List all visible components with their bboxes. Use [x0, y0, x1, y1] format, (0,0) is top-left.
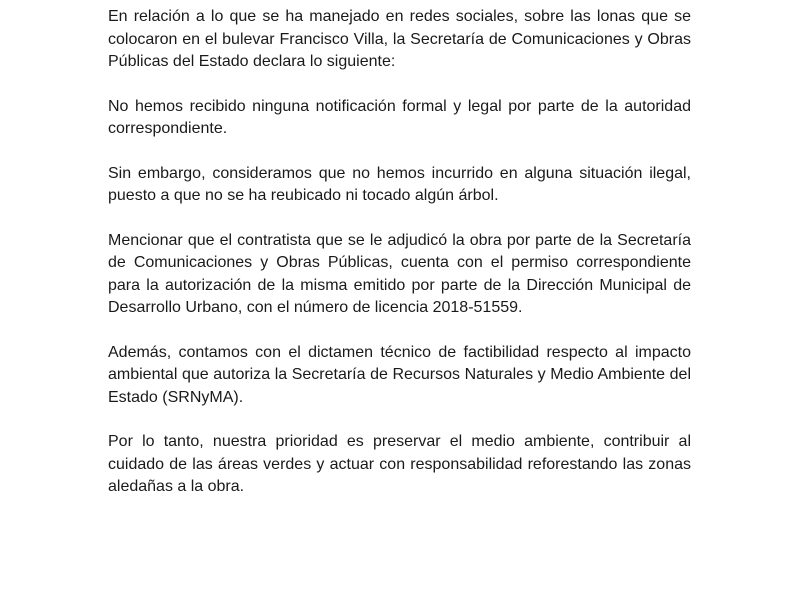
paragraph-intro: En relación a lo que se ha manejado en redes sociales, sobre las lonas que se colocaron en el bulevar Francisco Villa, la Secretaría de Comunicaciones y Obras Públicas del Estado declara lo siguiente: — [108, 8, 691, 70]
document-body — [108, 6, 691, 521]
paragraph-permit: Mencionar que el contratista que se le adjudicó la obra por parte de la Secretaría de Comunicaciones y Obras Públicas, cuenta con el permiso correspondiente para la autorización de la misma emitido por parte de la Dirección Municipal de Desarrollo Urbano, con el número de licencia 2018-51559. — [108, 231, 691, 316]
paragraph-no-notification: No hemos recibido ninguna notificación formal y legal por parte de la autoridad correspondiente. — [108, 97, 691, 137]
paragraph-no-illegal-situation: Sin embargo, consideramos que no hemos incurrido en alguna situación ilegal, puesto a que no se ha reubicado ni tocado algún árbol. — [108, 164, 691, 204]
paragraph-priority: Por lo tanto, nuestra prioridad es preservar el medio ambiente, contribuir al cuidado de las áreas verdes y actuar con responsabilidad reforestando las zonas aledañas a la obra. — [108, 433, 691, 495]
paragraph-environmental-assessment: Además, contamos con el dictamen técnico de factibilidad respecto al impacto ambiental que autoriza la Secretaría de Recursos Naturales y Medio Ambiente del Estado (SRNyMA). — [108, 343, 691, 406]
